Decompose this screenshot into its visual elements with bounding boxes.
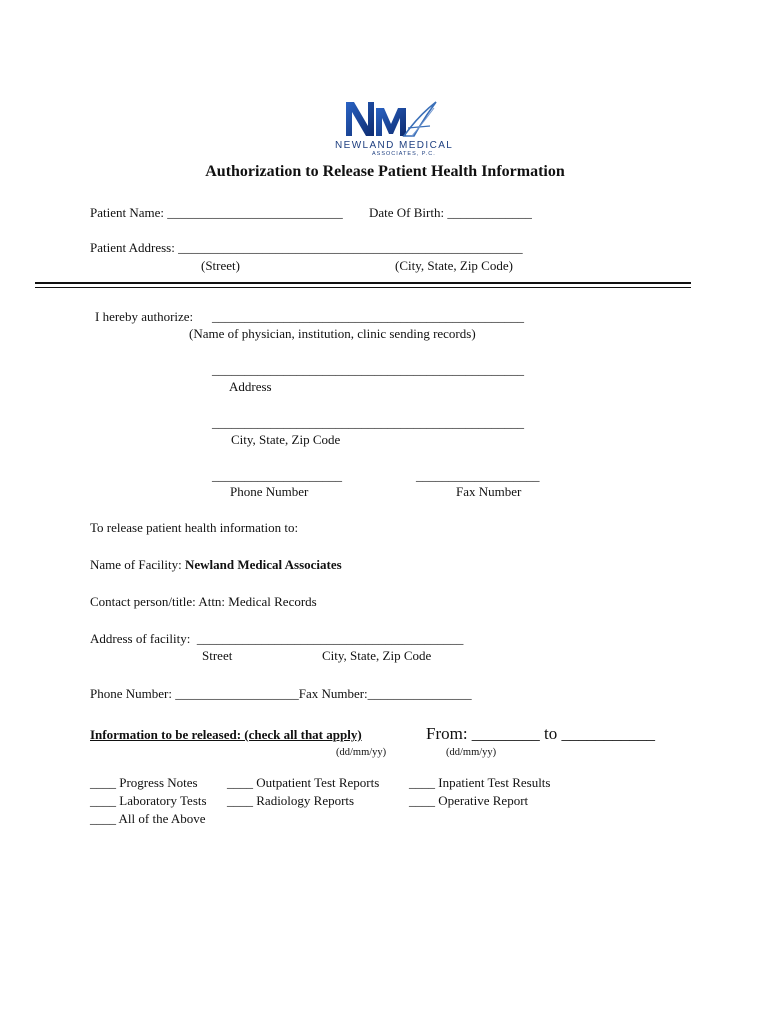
page-title: Authorization to Release Patient Health Information <box>205 163 565 180</box>
sending-city-caption: City, State, Zip Code <box>231 432 341 447</box>
checklist-progress-notes[interactable]: ____ Progress Notes <box>90 775 198 790</box>
date-format-to: (dd/mm/yy) <box>446 747 497 758</box>
date-range-field[interactable]: From: ________ to ___________ <box>426 724 656 743</box>
sending-address-caption: Address <box>229 379 272 394</box>
sending-address-field[interactable]: ________________________________________________ <box>212 362 524 377</box>
checklist-inpatient-test-results[interactable]: ____ Inpatient Test Results <box>409 775 551 790</box>
sending-provider-caption: (Name of physician, institution, clinic sending records) <box>189 326 476 341</box>
facility-line <box>90 557 342 572</box>
street-caption: (Street) <box>201 258 240 273</box>
city-state-zip-caption: (City, State, Zip Code) <box>395 258 513 273</box>
divider-thin <box>35 287 691 288</box>
patient-name-field[interactable]: Patient Name: ___________________________ <box>90 205 343 220</box>
facility-value: Newland Medical Associates <box>184 557 342 572</box>
sending-phone-caption: Phone Number <box>230 484 309 499</box>
facility-street-caption: Street <box>202 648 233 663</box>
sending-city-field[interactable]: ________________________________________________ <box>212 415 524 430</box>
facility-label: Name of Facility: <box>90 557 185 572</box>
sending-provider-field[interactable]: ________________________________________________ <box>212 309 524 324</box>
checklist-radiology-reports[interactable]: ____ Radiology Reports <box>227 793 355 808</box>
contact-person: Contact person/title: Attn: Medical Records <box>90 594 317 609</box>
checklist-operative-report[interactable]: ____ Operative Report <box>409 793 529 808</box>
logo-sub: ASSOCIATES, P.C. <box>372 151 436 157</box>
patient-address-field[interactable]: Patient Address: _____________________________________________________ <box>90 240 523 255</box>
authorize-label: I hereby authorize: <box>95 309 194 324</box>
sending-fax-field[interactable]: ___________________ <box>416 468 540 483</box>
divider-thick <box>35 282 691 284</box>
checklist-outpatient-test-reports[interactable]: ____ Outpatient Test Reports <box>227 775 380 790</box>
date-of-birth-field[interactable]: Date Of Birth: _____________ <box>369 205 532 220</box>
facility-phone-fax-field[interactable]: Phone Number: ___________________Fax Number:________________ <box>90 686 472 701</box>
checklist-laboratory-tests[interactable]: ____ Laboratory Tests <box>90 793 207 808</box>
release-intro: To release patient health information to: <box>90 520 299 535</box>
facility-city-caption: City, State, Zip Code <box>322 648 432 663</box>
date-format-from: (dd/mm/yy) <box>336 747 387 758</box>
sending-fax-caption: Fax Number <box>456 484 522 499</box>
facility-address-field[interactable]: Address of facility: _________________________________________ <box>90 631 464 646</box>
sending-phone-field[interactable]: ____________________ <box>212 468 342 483</box>
logo-brand: NEWLAND MEDICAL <box>335 140 454 151</box>
checklist-all-of-the-above[interactable]: ____ All of the Above <box>90 811 206 826</box>
info-heading: Information to be released: (check all that apply) <box>90 727 362 742</box>
